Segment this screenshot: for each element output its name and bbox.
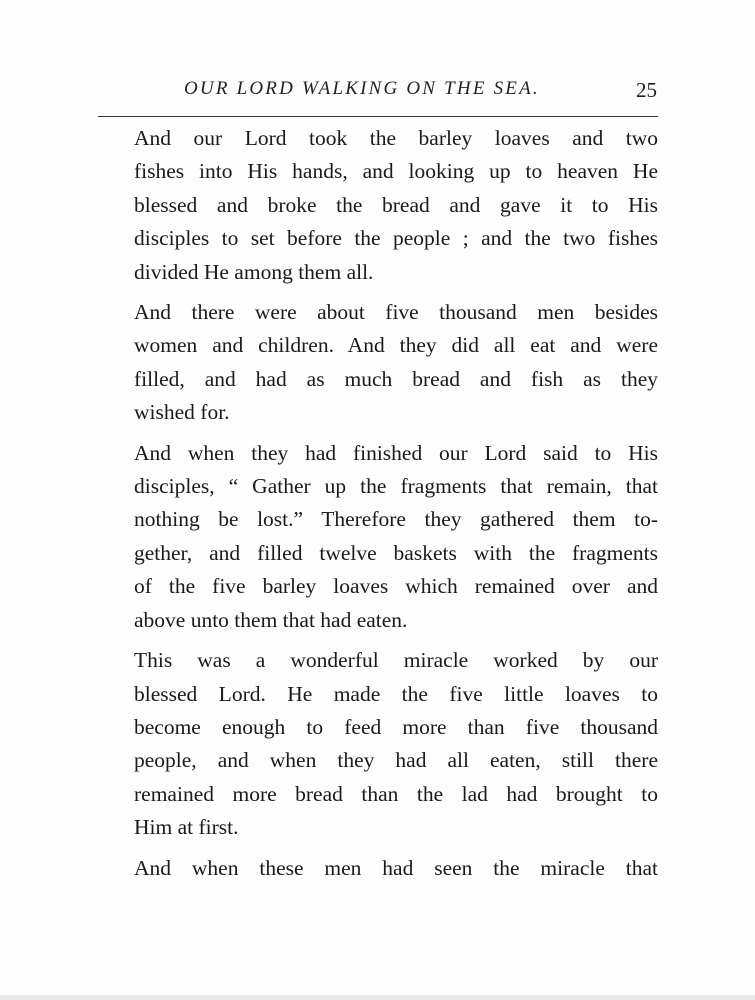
text-line: gether, and filled twelve baskets with the fragments <box>134 540 658 565</box>
text-line: And there were about five thousand men besides <box>134 300 658 325</box>
text-line: divided He among them all. <box>134 259 374 284</box>
text-line: And when these men had seen the miracle that <box>134 855 658 880</box>
paragraph-5 <box>98 852 658 885</box>
text-line: wished for. <box>134 400 230 425</box>
text-line: fishes into His hands, and looking up to heaven He <box>134 159 658 184</box>
text-line: become enough to feed more than five thousand <box>134 714 658 739</box>
text-line: remained more bread than the lad had brought to <box>134 781 658 806</box>
text-line: of the five barley loaves which remained over and <box>134 574 658 599</box>
paragraph-2 <box>98 296 658 430</box>
paragraph-4 <box>98 644 658 844</box>
text-line: filled, and had as much bread and fish as they <box>134 366 658 391</box>
paragraph-1 <box>98 122 658 289</box>
text-line: above unto them that had eaten. <box>134 607 408 632</box>
text-line: nothing be lost.” Therefore they gathered them to- <box>134 507 658 532</box>
text-line: disciples to set before the people ; and the two fishes <box>134 226 658 251</box>
text-line: blessed Lord. He made the five little loaves to <box>134 681 658 706</box>
text-line: blessed and broke the bread and gave it to His <box>134 192 658 217</box>
text-line: And our Lord took the barley loaves and two <box>134 126 658 150</box>
body-text <box>98 122 658 892</box>
running-head <box>96 78 659 106</box>
text-line: Him at first. <box>134 815 239 840</box>
text-line: women and children. And they did all eat and were <box>134 333 658 358</box>
header-rule <box>98 116 658 117</box>
page-bottom-edge <box>0 995 755 1000</box>
text-line: And when they had finished our Lord said to His <box>134 440 658 465</box>
text-line: disciples, “ Gather up the fragments that remain, that <box>134 474 658 499</box>
page-number: 25 <box>636 78 657 102</box>
text-line: This was a wonderful miracle worked by our <box>134 648 658 673</box>
text-line: people, and when they had all eaten, still there <box>134 748 658 773</box>
running-title: OUR LORD WALKING ON THE SEA. <box>184 78 540 99</box>
paragraph-3 <box>98 437 658 637</box>
